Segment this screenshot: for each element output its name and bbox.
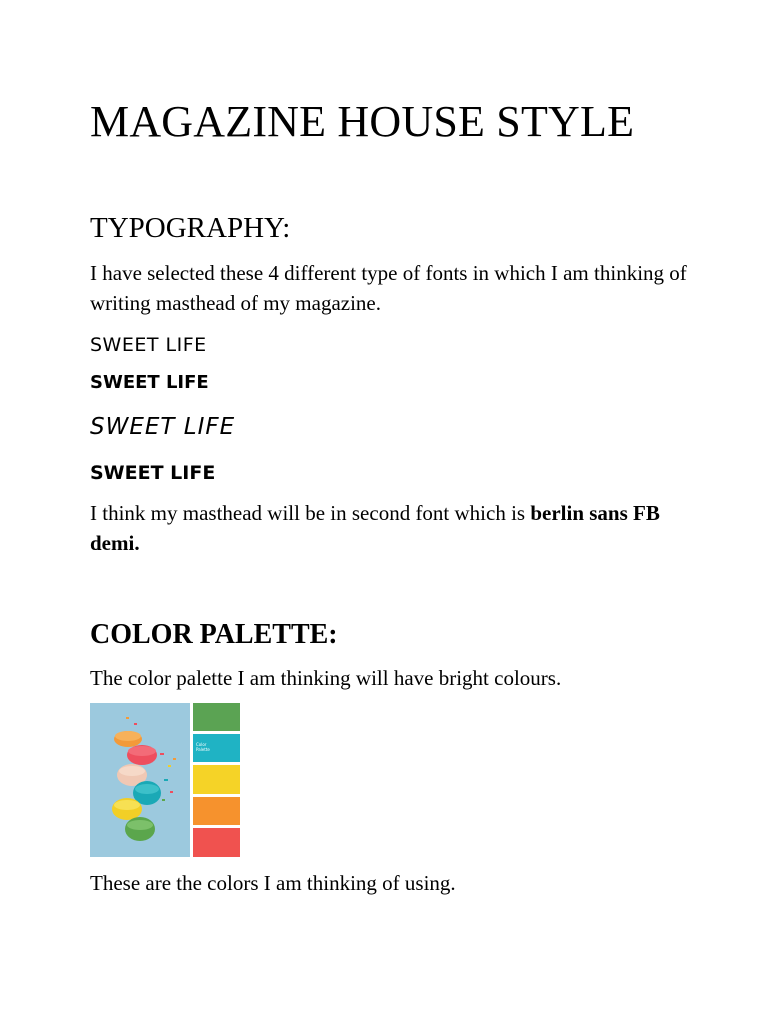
conclusion-font-name: berlin sans FB demi. <box>90 501 660 555</box>
color-palette-heading: COLOR PALETTE: <box>90 619 338 650</box>
color-palette-intro: The color palette I am thinking will have bright colours. <box>90 666 562 690</box>
typography-heading: TYPOGRAPHY: <box>90 212 291 244</box>
svg-text:Palette: Palette <box>196 747 210 752</box>
palette-image-label: Color <box>196 742 207 747</box>
typography-intro: I have selected these 4 different type of fonts in which I am thinking of writing masthead of my magazine. <box>90 261 687 315</box>
page-title: MAGAZINE HOUSE STYLE <box>90 97 635 146</box>
color-swatch-4 <box>193 797 240 825</box>
font-sample-1: SWEET LIFE <box>90 334 207 356</box>
color-swatch-5 <box>193 828 240 857</box>
color-palette-image <box>90 703 240 857</box>
font-sample-4: SWEET LIFE <box>90 462 216 484</box>
conclusion-text: I think my masthead will be in second font which is <box>90 501 531 525</box>
font-sample-2: SWEET LIFE <box>90 372 209 393</box>
color-palette-outro: These are the colors I am thinking of using. <box>90 871 456 895</box>
color-swatch-1 <box>193 703 240 731</box>
font-sample-3: SWEET LIFE <box>90 414 236 440</box>
typography-conclusion <box>90 498 690 558</box>
color-swatch-3 <box>193 765 240 794</box>
